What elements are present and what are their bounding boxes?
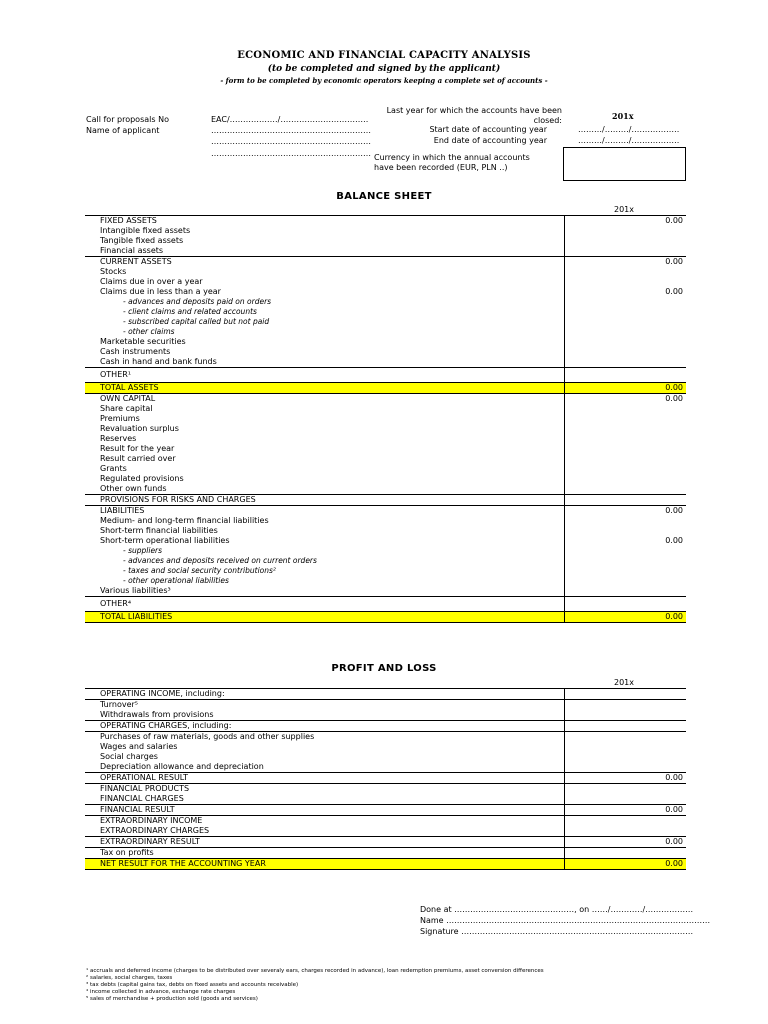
row-label: Result for the year — [100, 444, 175, 453]
row-label: Short-term operational liabilities — [100, 536, 230, 545]
row-label: Depreciation allowance and depreciation — [100, 762, 264, 771]
currency-label-1: Currency in which the annual accounts — [374, 153, 530, 162]
table-row — [85, 859, 686, 870]
row-value-cell[interactable]: 0.00 — [565, 837, 687, 848]
row-label: - other operational liabilities — [123, 576, 229, 585]
table-row — [85, 434, 686, 444]
row-label: - suppliers — [123, 546, 163, 555]
table-row — [85, 404, 686, 414]
row-label: Claims due in less than a year — [100, 287, 221, 296]
row-value-cell[interactable] — [565, 297, 687, 307]
row-value-cell[interactable] — [565, 566, 687, 576]
row-label: Marketable securities — [100, 337, 186, 346]
row-value-cell[interactable] — [565, 689, 687, 700]
row-value-cell[interactable]: 0.00 — [565, 805, 687, 816]
row-value-cell[interactable] — [565, 434, 687, 444]
row-value-cell[interactable] — [565, 414, 687, 424]
row-value-cell[interactable]: 0.00 — [565, 612, 687, 623]
row-value-cell[interactable] — [565, 721, 687, 732]
table-row — [85, 784, 686, 795]
table-row — [85, 516, 686, 526]
table-row — [85, 246, 686, 257]
row-label: FINANCIAL PRODUCTS — [85, 784, 565, 795]
row-value-cell[interactable]: 0.00 — [565, 287, 687, 297]
row-label: EXTRAORDINARY RESULT — [85, 837, 565, 848]
row-label: OTHER¹ — [85, 368, 565, 383]
row-value-cell[interactable] — [565, 546, 687, 556]
row-label: Medium- and long-term financial liabilities — [100, 516, 269, 525]
table-row — [85, 236, 686, 246]
balance-sheet-table — [85, 215, 686, 623]
row-value-cell[interactable] — [565, 556, 687, 566]
footnote-3: ³ tax debts (capital gains tax, debts on fixed assets and accounts receivable) — [86, 982, 299, 988]
table-row — [85, 347, 686, 357]
row-label: NET RESULT FOR THE ACCOUNTING YEAR — [85, 859, 565, 870]
table-row — [85, 226, 686, 236]
table-row — [85, 826, 686, 837]
row-label: OTHER⁴ — [85, 597, 565, 612]
end-date-field[interactable]: ………/………/……………… — [578, 136, 680, 145]
row-label: Share capital — [100, 404, 153, 413]
row-value-cell[interactable] — [565, 784, 687, 795]
table-row — [85, 464, 686, 474]
row-value-cell[interactable] — [565, 794, 687, 805]
row-value-cell[interactable] — [565, 576, 687, 586]
table-row — [85, 277, 686, 287]
table-row — [85, 357, 686, 368]
row-label: Withdrawals from provisions — [100, 710, 214, 719]
row-label: OPERATIONAL RESULT — [85, 773, 565, 784]
done-at-field[interactable]: Done at ………………………………………, on ……/…………/……………… — [420, 905, 694, 914]
last-year-label-1: Last year for which the accounts have been — [386, 106, 562, 115]
row-value-cell[interactable]: 0.00 — [565, 394, 687, 405]
table-row — [85, 566, 686, 576]
row-value-cell[interactable] — [565, 495, 687, 506]
row-label: Tax on profits — [85, 848, 565, 859]
table-row — [85, 383, 686, 394]
row-value-cell[interactable] — [565, 337, 687, 347]
table-row — [85, 287, 686, 297]
row-value-cell[interactable] — [565, 762, 687, 773]
table-row — [85, 424, 686, 434]
row-label: OPERATING CHARGES, including: — [85, 721, 565, 732]
table-row — [85, 414, 686, 424]
profit-loss-table — [85, 688, 686, 870]
row-value-cell[interactable]: 0.00 — [565, 216, 687, 227]
row-label: FIXED ASSETS — [85, 216, 565, 227]
row-label: - other claims — [123, 327, 175, 336]
table-row — [85, 742, 686, 752]
row-label: TOTAL ASSETS — [85, 383, 565, 394]
last-year-label-2: closed: — [533, 116, 562, 125]
start-date-field[interactable]: ………/………/……………… — [578, 125, 680, 134]
table-row — [85, 721, 686, 732]
end-date-label: End date of accounting year — [433, 136, 547, 145]
row-value-cell[interactable] — [565, 826, 687, 837]
row-value-cell[interactable] — [565, 597, 687, 612]
applicant-label: Name of applicant — [86, 126, 160, 135]
row-label: PROVISIONS FOR RISKS AND CHARGES — [85, 495, 565, 506]
table-row — [85, 484, 686, 495]
currency-label-2: have been recorded (EUR, PLN ..) — [374, 163, 508, 172]
table-row — [85, 837, 686, 848]
row-value-cell[interactable] — [565, 586, 687, 597]
table-row — [85, 762, 686, 773]
row-label: Turnover⁵ — [85, 700, 565, 711]
row-label: TOTAL LIABILITIES — [85, 612, 565, 623]
row-value-cell[interactable] — [565, 816, 687, 827]
call-value-field[interactable]: EAC/………………/…………………………… — [211, 115, 369, 124]
call-label: Call for proposals No — [86, 115, 169, 124]
table-row — [85, 297, 686, 307]
applicant-field-line3[interactable]: …………………………………………………… — [211, 149, 371, 158]
row-label: - advances and deposits received on current orders — [123, 556, 317, 565]
table-row — [85, 267, 686, 277]
row-label: - advances and deposits paid on orders — [123, 297, 272, 306]
footnote-2: ² salaries, social charges, taxes — [86, 975, 173, 981]
row-label: - client claims and related accounts — [123, 307, 257, 316]
table-row — [85, 773, 686, 784]
row-value-cell[interactable] — [565, 752, 687, 762]
table-row — [85, 689, 686, 700]
applicant-field-line1[interactable]: …………………………………………………… — [211, 126, 371, 135]
document-title: ECONOMIC AND FINANCIAL CAPACITY ANALYSIS — [237, 50, 531, 61]
table-row — [85, 597, 686, 612]
row-value-cell[interactable] — [565, 347, 687, 357]
signature-field[interactable]: Signature …………………………………………………………………………… — [420, 927, 694, 936]
row-value-cell[interactable]: 0.00 — [565, 383, 687, 394]
table-row — [85, 710, 686, 721]
footnote-1: ¹ accruals and deferred income (charges to be distributed over severaly ears, charges recorded in advance), loan redemption premiums, asset conversion differences — [86, 968, 544, 974]
row-value-cell[interactable] — [565, 327, 687, 337]
row-label: Result carried over — [100, 454, 176, 463]
row-label: Wages and salaries — [100, 742, 178, 751]
row-value-cell[interactable] — [565, 236, 687, 246]
row-value-cell[interactable] — [565, 700, 687, 711]
row-label: - taxes and social security contributions² — [123, 566, 276, 575]
table-row — [85, 752, 686, 762]
footnote-5: ⁵ sales of merchandise + production sold (goods and services) — [86, 996, 258, 1002]
row-label: FINANCIAL CHARGES — [100, 794, 184, 803]
row-label: Cash instruments — [100, 347, 171, 356]
row-value-cell[interactable] — [565, 267, 687, 277]
row-value-cell[interactable] — [565, 317, 687, 327]
row-label: Claims due in over a year — [100, 277, 203, 286]
table-row — [85, 526, 686, 536]
balance-year-header: 201x — [614, 205, 635, 214]
row-value-cell[interactable] — [565, 526, 687, 536]
row-label: Financial assets — [100, 246, 164, 255]
row-label: Social charges — [100, 752, 158, 761]
row-label: Short-term financial liabilities — [100, 526, 218, 535]
row-value-cell[interactable] — [565, 357, 687, 368]
table-row — [85, 536, 686, 546]
row-label: Tangible fixed assets — [100, 236, 184, 245]
row-value-cell[interactable] — [565, 848, 687, 859]
document-subtitle: (to be completed and signed by the applicant) — [267, 64, 501, 74]
row-label: CURRENT ASSETS — [85, 257, 565, 268]
row-value-cell[interactable] — [565, 710, 687, 721]
row-value-cell[interactable] — [565, 404, 687, 414]
table-row — [85, 546, 686, 556]
row-label: LIABILITIES — [85, 506, 565, 517]
row-value-cell[interactable] — [565, 368, 687, 383]
table-row — [85, 327, 686, 337]
row-value-cell[interactable] — [565, 277, 687, 287]
table-row — [85, 586, 686, 597]
table-row — [85, 576, 686, 586]
row-label: Premiums — [100, 414, 140, 423]
row-value-cell[interactable] — [565, 444, 687, 454]
profit-loss-title: PROFIT AND LOSS — [331, 663, 437, 674]
row-value-cell[interactable] — [565, 474, 687, 484]
table-row — [85, 848, 686, 859]
table-row — [85, 816, 686, 827]
row-value-cell[interactable] — [565, 516, 687, 526]
row-label: Other own funds — [100, 484, 167, 493]
row-value-cell[interactable]: 0.00 — [565, 257, 687, 268]
row-value-cell[interactable]: 0.00 — [565, 773, 687, 784]
row-value-cell[interactable] — [565, 454, 687, 464]
table-row — [85, 805, 686, 816]
profit-loss-year-header: 201x — [614, 678, 635, 687]
row-value-cell[interactable] — [565, 742, 687, 752]
table-row — [85, 444, 686, 454]
row-label: EXTRAORDINARY INCOME — [85, 816, 565, 827]
row-value-cell[interactable]: 0.00 — [565, 859, 687, 870]
table-row — [85, 317, 686, 327]
row-value-cell[interactable] — [565, 732, 687, 743]
table-row — [85, 612, 686, 623]
start-date-label: Start date of accounting year — [429, 125, 547, 134]
row-value-cell[interactable]: 0.00 — [565, 506, 687, 517]
table-row — [85, 474, 686, 484]
balance-sheet-title: BALANCE SHEET — [336, 191, 432, 202]
table-row — [85, 506, 686, 517]
row-value-cell[interactable] — [565, 464, 687, 474]
table-row — [85, 794, 686, 805]
row-label: Cash in hand and bank funds — [100, 357, 217, 366]
row-label: Intangible fixed assets — [100, 226, 191, 235]
currency-input-box[interactable] — [563, 147, 686, 181]
row-label: OPERATING INCOME, including: — [85, 689, 565, 700]
table-row — [85, 257, 686, 268]
row-value-cell[interactable] — [565, 246, 687, 257]
row-value-cell[interactable] — [565, 424, 687, 434]
row-label: Revaluation surplus — [100, 424, 179, 433]
row-label: - subscribed capital called but not paid — [123, 317, 270, 326]
table-row — [85, 732, 686, 743]
row-label: OWN CAPITAL — [85, 394, 565, 405]
footnote-4: ⁴ income collected in advance, exchange rate charges — [86, 989, 236, 995]
applicant-field-line2[interactable]: …………………………………………………… — [211, 137, 371, 146]
table-row — [85, 368, 686, 383]
row-value-cell[interactable] — [565, 226, 687, 236]
row-label: Purchases of raw materials, goods and other supplies — [85, 732, 565, 743]
row-value-cell[interactable] — [565, 307, 687, 317]
last-year-value[interactable]: 201x — [612, 111, 634, 121]
row-label: Various liabilities³ — [100, 586, 171, 595]
table-row — [85, 307, 686, 317]
row-label: Stocks — [100, 267, 127, 276]
table-row — [85, 700, 686, 711]
row-label: Reserves — [100, 434, 137, 443]
table-row — [85, 556, 686, 566]
row-label: FINANCIAL RESULT — [85, 805, 565, 816]
table-row — [85, 495, 686, 506]
row-value-cell[interactable] — [565, 484, 687, 495]
document-note: - form to be completed by economic operators keeping a complete set of accounts - — [220, 76, 548, 85]
name-field[interactable]: Name ……………………………………………………………………………………… — [420, 916, 711, 925]
table-row — [85, 394, 686, 405]
row-label: EXTRAORDINARY CHARGES — [100, 826, 210, 835]
row-label: Grants — [100, 464, 127, 473]
row-value-cell[interactable]: 0.00 — [565, 536, 687, 546]
table-row — [85, 216, 686, 227]
table-row — [85, 454, 686, 464]
row-label: Regulated provisions — [100, 474, 184, 483]
table-row — [85, 337, 686, 347]
